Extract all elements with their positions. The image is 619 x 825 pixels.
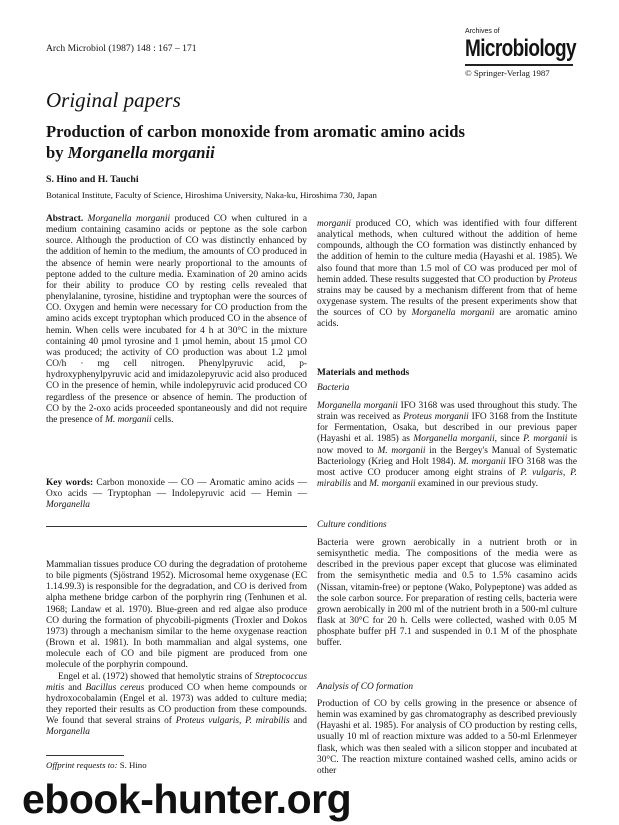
culture-paragraph: Bacteria were grown aerobically in a nutrient broth or in semisynthetic media. The compositions of the media were as described in the previous paper except that glucose was eliminated from the semisynthetic media and 0.5 to 1.5% casamino acids (Nissan, vitamin-free) or peptone (Wako, Polypeptone) was added as the sole carbon source. For preparation of resting cells, bacteria were grown aerobically in 200 ml of the nutrient broth in a 500-ml culture flask at 30°C for 20 h. Cells were collected, washed with 0.05 M phosphate buffer pH 7.1 and suspended in 0.1 M of the phosphate buffer. bbox=[317, 538, 577, 649]
journal-name: Microbiology bbox=[465, 35, 577, 62]
offprint-name: S. Hino bbox=[117, 760, 147, 770]
keywords-text: Carbon monoxide — CO — Aromatic amino acids — Oxo acids — Tryptophan — Indolepyruvic acid — Hemin — bbox=[46, 478, 307, 500]
title-line-2-prefix: by bbox=[46, 143, 68, 162]
bact-s-o: M. morganii bbox=[369, 479, 416, 490]
offprint-note bbox=[46, 760, 147, 770]
intro-p2-species-1: Streptococcus mitis bbox=[46, 671, 307, 693]
cont-species-2: Proteus bbox=[548, 274, 577, 285]
intro-p2-species-4: Morganella bbox=[46, 727, 90, 738]
bact-s-h: is now moved to bbox=[317, 434, 577, 456]
bact-s-c: Proteus morganii bbox=[403, 412, 469, 423]
copyright: © Springer-Verlag 1987 bbox=[465, 67, 550, 78]
keywords bbox=[46, 478, 307, 511]
intro-p2-text-2: and bbox=[64, 682, 86, 693]
intro-paragraph-1: Mammalian tissues produce CO during the degradation of protoheme to bile pigments (Sjöstrand 1952). Microsomal heme oxygenase (EC 1.14.99.3) is responsible for the degradation, and CO is derived from alpha methene bridge carbon of the porphyrin ring (Tenhunen et al. 1968; Landaw et al. 1970). Blue-green and red algae also produce CO during the formation of phycobili-pigments (Troxler and Dokos 1973) through a mechanism similar to the heme oxygenase reaction (Brown et al. 1981). In both mammalian and algal systems, one molecule each of CO and bile pigment are produced from one molecule of the porphyrin compound. bbox=[46, 560, 307, 671]
bact-s-e: Morganella morganii, bbox=[413, 434, 498, 445]
intro-continued bbox=[317, 219, 577, 331]
bact-s-n: and bbox=[350, 479, 370, 490]
intro-p2-text-3: produced CO when heme compounds or hydroxocobalamin (Engel et al. 1973) was added to culture media; they reported their results as CO production from these compounds. We found that several strains of bbox=[46, 682, 307, 727]
subheading-analysis: Analysis of CO formation bbox=[317, 682, 414, 692]
cont-text-1: produced CO, which was identified with four different analytical methods, when cultured without the addition of heme compounds, although the CO formation was distinctly enhanced by the addition of hemin to the culture media (Hayashi et al. 1985). We also found that more than 1.5 mol of CO was produced per mol of hemin added. These results suggested that CO production by bbox=[317, 219, 577, 285]
abstract bbox=[46, 214, 307, 426]
cont-species-1: morganii bbox=[317, 219, 352, 229]
abstract-divider bbox=[46, 526, 307, 527]
watermark: ebook-hunter.org bbox=[22, 777, 619, 821]
methods-heading: Materials and methods bbox=[317, 368, 410, 378]
bact-s-b: IFO 3168 was used throughout this study. The strain was received as bbox=[317, 401, 578, 423]
journal-rule bbox=[465, 64, 573, 66]
journal-top-label: Archives of bbox=[465, 28, 500, 35]
bact-s-d: IFO 3168 from the Institute for Fermentation, Osaka, but described in our previous paper (Hayashi et al. 1985) as bbox=[317, 412, 577, 445]
bacteria-paragraph bbox=[317, 401, 577, 490]
affiliation: Botanical Institute, Faculty of Science, Hiroshima University, Naka-ku, Hiroshima 730, Japan bbox=[46, 190, 377, 200]
analysis-paragraph: Production of CO by cells growing in the presence or absence of hemin was examined by gas chromatography as described previously (Hayashi et al. 1985). For analysis of CO production by resting cells, usually 10 ml of reaction mixture was added to a 50-ml Erlenmeyer flask, which was then sealed with a silicon stopper and incubated at 30°C. The reaction mixture contained washed cells, amino acids or other bbox=[317, 699, 577, 776]
introduction bbox=[46, 560, 307, 739]
bact-s-l: IFO 3168 was the most active CO producer among eight strains of bbox=[317, 456, 578, 478]
section-label: Original papers bbox=[46, 88, 181, 112]
authors: S. Hino and H. Tauchi bbox=[46, 174, 139, 185]
abstract-species: Morganella morganii bbox=[87, 214, 171, 224]
citation: Arch Microbiol (1987) 148 : 167 – 171 bbox=[46, 43, 197, 54]
bact-s-j: in the Bergey's Manual of Systematic Bacteriology (Krieg and Holt 1984). bbox=[317, 445, 577, 467]
title-line-2-species: Morganella morganii bbox=[67, 143, 215, 162]
subheading-bacteria: Bacteria bbox=[317, 383, 350, 393]
intro-p2-text-1: Engel et al. (1972) showed that hemolytic strains of bbox=[58, 671, 255, 682]
abstract-species-2: M. morganii bbox=[105, 414, 152, 425]
title-line-1: Production of carbon monoxide from aromatic amino acids bbox=[46, 122, 465, 141]
intro-p2-species-3: Proteus vulgaris, P. mirabilis bbox=[175, 716, 290, 727]
bact-s-i: M. morganii bbox=[377, 445, 426, 456]
cont-species-3: Morganella morganii bbox=[411, 308, 495, 319]
keywords-italic: Morganella bbox=[46, 500, 90, 511]
abstract-end: cells. bbox=[151, 414, 174, 425]
cont-text-3: are aromatic amino acids. bbox=[317, 308, 578, 330]
offprint-label: Offprint requests to: bbox=[46, 760, 118, 770]
intro-p2-text-4: and bbox=[289, 716, 307, 727]
subheading-culture: Culture conditions bbox=[317, 520, 387, 530]
keywords-label: Key words: bbox=[46, 478, 94, 488]
bact-s-p: examined in our previous study. bbox=[415, 479, 538, 490]
bact-s-f: since bbox=[497, 434, 524, 445]
intro-p2-species-2: Bacillus cereus bbox=[85, 682, 145, 693]
intro-paragraph-2 bbox=[46, 672, 307, 739]
footnote-rule bbox=[46, 755, 124, 756]
paper-title bbox=[46, 121, 566, 163]
abstract-label: Abstract. bbox=[46, 214, 84, 224]
bact-s-a: Morganella morganii bbox=[317, 401, 398, 411]
journal-logo bbox=[465, 28, 585, 78]
bact-s-m: P. vulgaris, P. mirabilis bbox=[317, 467, 577, 490]
cont-text-2: strains may be caused by a mechanism different from that of heme oxygenase system. The results of the present experiments show that the sources of CO by bbox=[317, 285, 577, 319]
bact-s-k: M. morganii bbox=[458, 456, 506, 467]
abstract-body: produced CO when cultured in a medium containing casamino acids or peptone as the sole carbon source. Although the production of CO was distinctly enhanced by the addition of hemin to the medium, the amounts of CO produced in the absence of hemin were nearly proportional to the amounts of peptone added to the culture media. Examination of 20 amino acids for their ability to produce CO by resting cells revealed that phenylalanine, tyrosine, histidine and tryptophan were the sources of CO. Oxygen and hemin were necessary for CO production from the amino acids except tryptophan which produced CO in the absence of hemin. When cells were incubated for 4 h at 30°C in the mixture containing 40 µmol tyrosine and 1 µmol hemin, about 15 µmol CO was produced; the activity of CO production was about 1.2 µmol CO/h · mg cell nitrogen. Phenylpyruvic acid, p-hydroxyphenylpyruvic acid and imidazolepyruvic acid also produced CO in the presence of hemin, while indolepyruvic acid produced CO regardless of the presence or absence of hemin. The production of CO by the 2-oxo acids proceeded spontaneously and did not require the presence of bbox=[46, 214, 307, 425]
bact-s-g: P. morganii bbox=[523, 434, 568, 445]
